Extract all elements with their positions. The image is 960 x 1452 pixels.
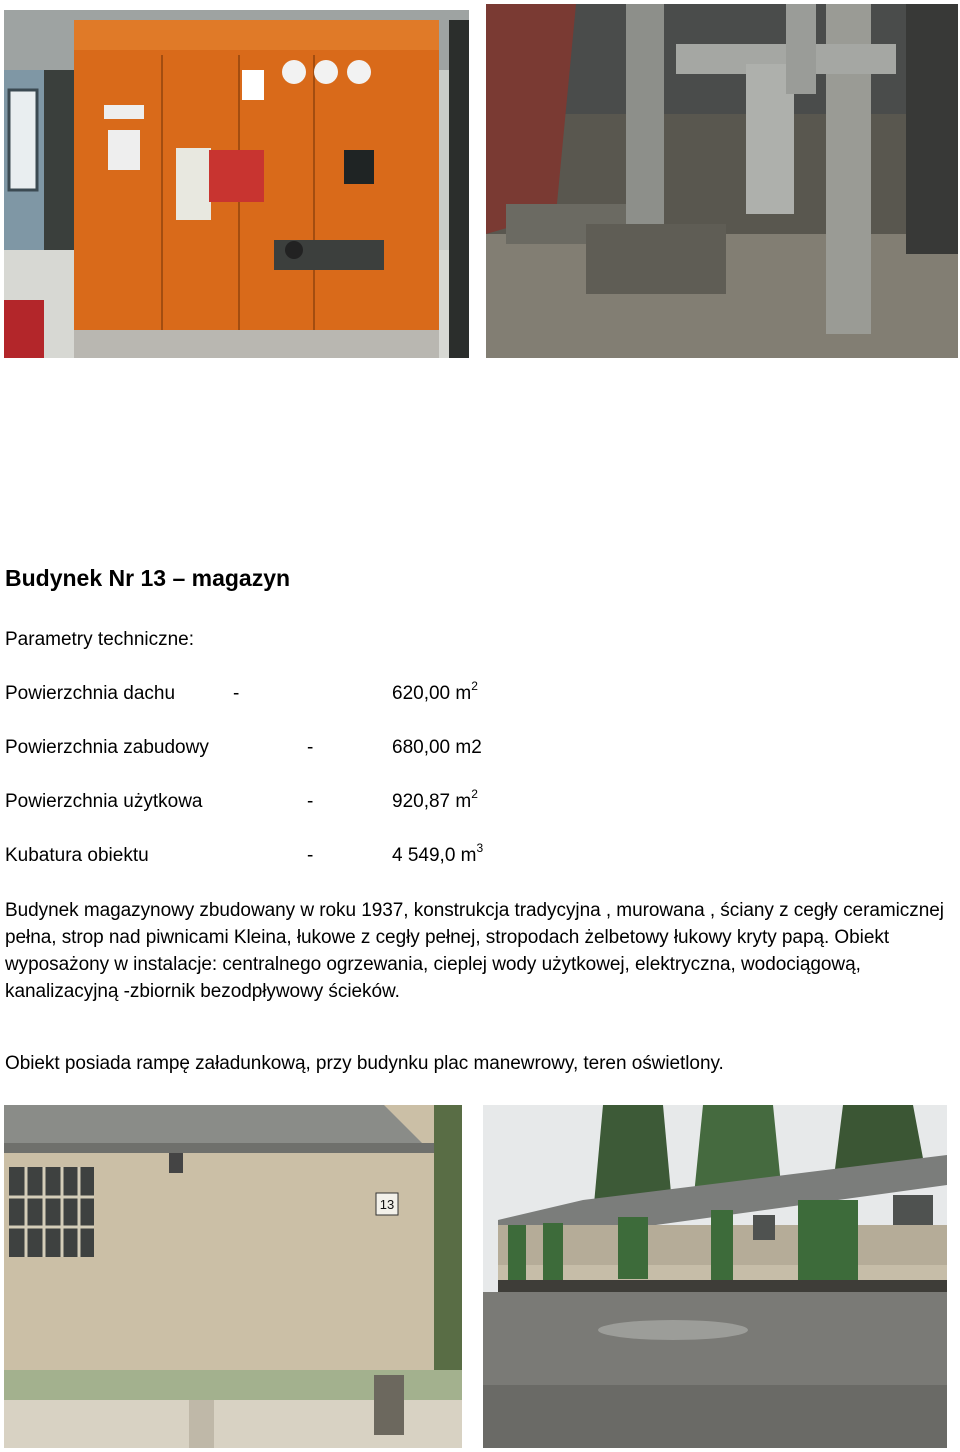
param-dash: - <box>307 791 314 812</box>
param-value: 4 549,0 $m^3$ <box>392 841 484 866</box>
note-paragraph: Obiekt posiada rampę załadunkową, przy budynku plac manewrowy, teren oświetlony. <box>5 1053 724 1074</box>
param-label: Kubatura obiektu <box>5 845 149 866</box>
param-dash: - <box>233 683 240 704</box>
param-label: Powierzchnia użytkowa <box>5 791 203 812</box>
param-dash: - <box>307 845 314 866</box>
photo-switchboard <box>4 10 469 358</box>
param-label: Powierzchnia dachu <box>5 683 176 704</box>
param-value: 920,87 $m^2$ <box>392 787 478 812</box>
param-dash: - <box>307 737 314 758</box>
param-label: Powierzchnia zabudowy <box>5 737 209 758</box>
description-paragraph: Budynek magazynowy zbudowany w roku 1937, konstrukcja tradycyjna , murowana , ściany z cegły ceramicznej pełna, strop nad piwnicami Kleina, łukowe z cegły pełnej, stropodach żelbetowy łukowy kryty papą. Obiekt wyposażony w instalacje: centralnego ogrzewania, cieplej wody użytkowej, elektryczna, wodociągową, kanalizacyjną -zbiornik bezodpływowy ścieków. <box>5 900 944 1002</box>
photo-interior-columns <box>486 4 958 358</box>
param-value: 620,00 $m^2$ <box>392 679 478 704</box>
photo-warehouse-ramp <box>483 1105 947 1448</box>
page-title: Budynek Nr 13 – magazyn <box>5 565 291 591</box>
building-number-plate: 13 <box>379 1197 395 1212</box>
param-value: 680,00 m2 <box>392 737 482 758</box>
section-subtitle: Parametry techniczne: <box>5 629 195 650</box>
photo-building-front <box>4 1105 462 1448</box>
